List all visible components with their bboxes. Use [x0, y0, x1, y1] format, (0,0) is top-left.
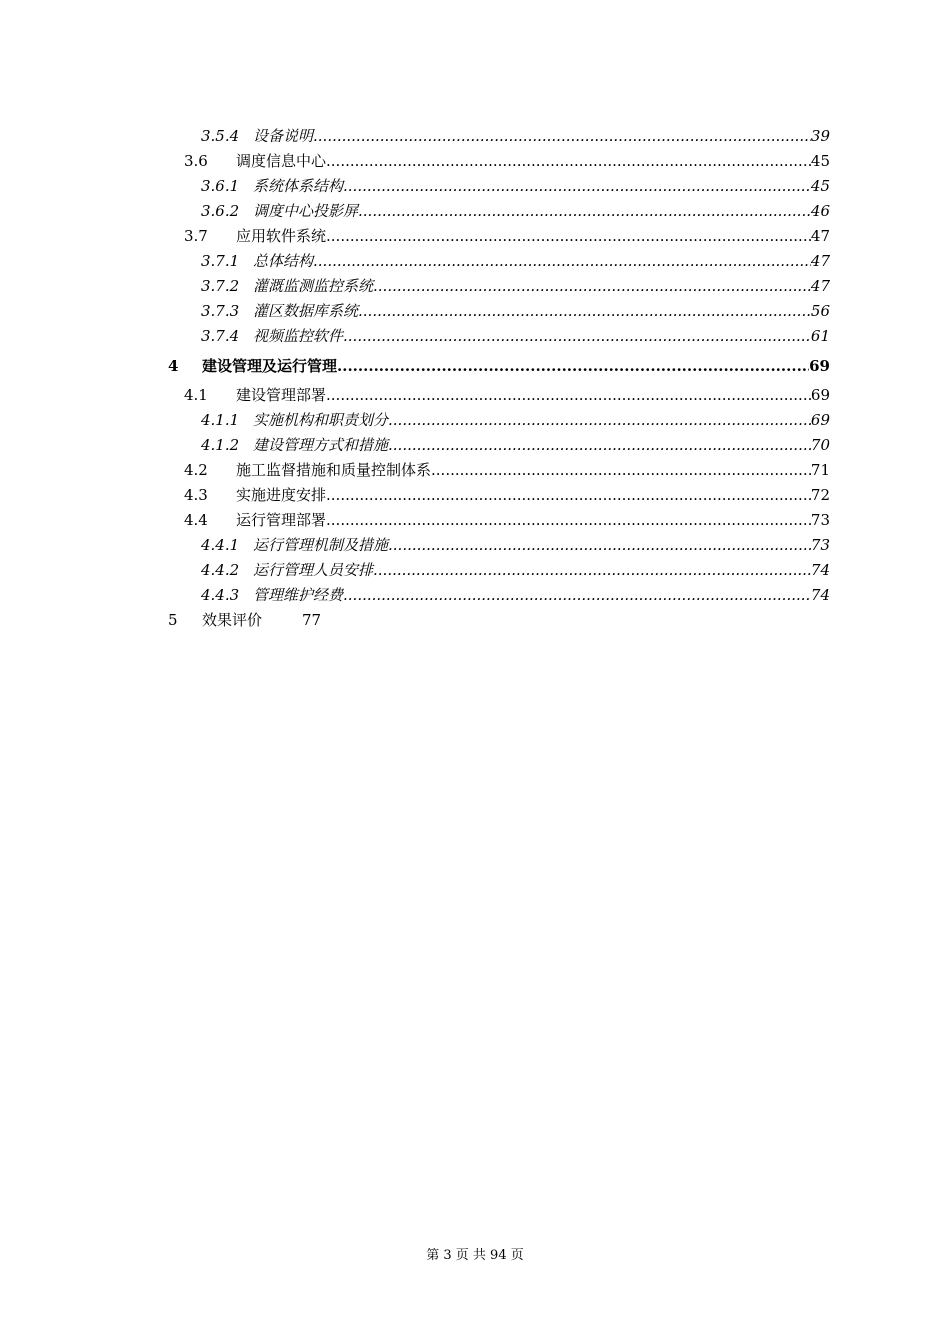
- toc-entry-leader: [253, 174, 830, 199]
- toc-entry[interactable]: [0, 608, 950, 633]
- toc-entry-title: 运行管理部署: [236, 508, 326, 533]
- toc-entry[interactable]: [0, 249, 950, 274]
- toc-entry-number: 5: [168, 611, 178, 629]
- toc-dot-leader: [343, 324, 811, 349]
- toc-dot-leader: [388, 408, 811, 433]
- toc-entry-number: 3.7.1: [201, 252, 240, 270]
- toc-entry-title: 运行管理人员安排: [253, 558, 373, 583]
- toc-entry-page: 56: [810, 302, 830, 320]
- toc-entry-title: 建设管理方式和措施: [253, 433, 388, 458]
- toc-entry-title: 视频监控软件: [253, 324, 343, 349]
- toc-entry-page: 70: [810, 436, 830, 454]
- toc-entry-leader: [236, 458, 830, 483]
- toc-entry[interactable]: [0, 558, 950, 583]
- toc-dot-leader: [313, 124, 811, 149]
- toc-entry-leader: [253, 124, 830, 149]
- toc-entry-leader: [236, 508, 830, 533]
- toc-entry-title: 建设管理及运行管理: [202, 349, 337, 383]
- toc-entry-page: 74: [810, 586, 830, 604]
- toc-entry-title: 实施机构和职责划分: [253, 408, 388, 433]
- toc-entry-title: 总体结构: [253, 249, 313, 274]
- toc-dot-leader: [343, 174, 811, 199]
- toc-entry-title: 灌溉监测监控系统: [253, 274, 373, 299]
- toc-entry-title: 应用软件系统: [236, 224, 326, 249]
- toc-dot-leader: [358, 299, 811, 324]
- toc-entry[interactable]: [0, 483, 950, 508]
- toc-entry-number: 3.7: [184, 227, 208, 245]
- toc-entry-title: 施工监督措施和质量控制体系: [236, 458, 431, 483]
- toc-entry-leader: [202, 349, 830, 383]
- toc-entry-page: 69: [810, 411, 830, 429]
- toc-entry[interactable]: [0, 433, 950, 458]
- toc-entry-title: 建设管理部署: [236, 383, 326, 408]
- toc-entry-number: 3.6: [184, 152, 208, 170]
- toc-entry-title: 调度中心投影屏: [253, 199, 358, 224]
- toc-entry-page: 72: [810, 486, 830, 504]
- toc-dot-leader: [326, 149, 811, 174]
- toc-entry-title: 设备说明: [253, 124, 313, 149]
- toc-entry-number: 3.6.1: [201, 177, 240, 195]
- toc-entry-leader: [253, 324, 830, 349]
- toc-dot-leader: [388, 533, 811, 558]
- toc-entry[interactable]: [0, 508, 950, 533]
- toc-entry-number: 3.7.3: [201, 302, 240, 320]
- toc-entry-leader: [253, 533, 830, 558]
- toc-entry-leader: [236, 383, 830, 408]
- toc-entry-number: 4.1.1: [201, 411, 240, 429]
- toc-entry-title: 系统体系结构: [253, 174, 343, 199]
- toc-entry[interactable]: [0, 224, 950, 249]
- toc-dot-leader: [313, 249, 811, 274]
- toc-entry-page: 46: [810, 202, 830, 220]
- toc-dot-leader: [326, 508, 811, 533]
- toc-entry[interactable]: [0, 583, 950, 608]
- toc-entry-number: 4.4.3: [201, 586, 240, 604]
- toc-entry-title: 效果评价: [202, 611, 263, 629]
- toc-entry-leader: [253, 433, 830, 458]
- toc-entry-number: 4: [168, 357, 179, 375]
- toc-entry-page: 45: [810, 152, 830, 170]
- toc-entry[interactable]: [0, 349, 950, 383]
- toc-dot-leader: [431, 458, 811, 483]
- toc-entry[interactable]: [0, 533, 950, 558]
- toc-entry-title: 管理维护经费: [253, 583, 343, 608]
- toc-entry-leader: [253, 274, 830, 299]
- toc-entry-number: 3.7.4: [201, 327, 240, 345]
- toc-entry-title: 调度信息中心: [236, 149, 326, 174]
- toc-entry[interactable]: [0, 174, 950, 199]
- toc-entry-number: 3.6.2: [201, 202, 240, 220]
- toc-entry-number: 4.4: [184, 511, 208, 529]
- toc-dot-leader: [388, 433, 811, 458]
- toc-entry[interactable]: [0, 124, 950, 149]
- toc-entry-leader: [236, 149, 830, 174]
- toc-entry[interactable]: [0, 149, 950, 174]
- toc-entry-page: 47: [810, 227, 830, 245]
- toc-dot-leader: [343, 583, 811, 608]
- toc-entry-page: 69: [809, 357, 830, 375]
- toc-entry-leader: [236, 483, 830, 508]
- toc-entry[interactable]: [0, 324, 950, 349]
- toc-entry-page: 39: [810, 127, 830, 145]
- toc-entry-page: 61: [810, 327, 830, 345]
- toc-entry[interactable]: [0, 408, 950, 433]
- toc-entry-page: 77: [302, 611, 322, 629]
- toc-entry-leader: [253, 299, 830, 324]
- toc-entry-title: 运行管理机制及措施: [253, 533, 388, 558]
- toc-entry-page: 73: [810, 536, 830, 554]
- toc-entry[interactable]: [0, 199, 950, 224]
- toc-entry-leader: [253, 249, 830, 274]
- toc-dot-leader: [337, 349, 809, 383]
- toc-entry-page: 45: [810, 177, 830, 195]
- toc-entry-number: 4.1: [184, 386, 208, 404]
- toc-entry-number: 4.1.2: [201, 436, 240, 454]
- toc-entry-number: 4.3: [184, 486, 208, 504]
- toc-dot-leader: [358, 199, 811, 224]
- toc-entry[interactable]: [0, 299, 950, 324]
- toc-dot-leader: [326, 224, 811, 249]
- toc-dot-leader: [326, 383, 811, 408]
- toc-entry-leader: [253, 408, 830, 433]
- toc-entry-page: 47: [810, 277, 830, 295]
- toc-entry[interactable]: [0, 383, 950, 408]
- toc-entry-number: 4.2: [184, 461, 208, 479]
- toc-entry-number: 3.7.2: [201, 277, 240, 295]
- toc-entry-title: 实施进度安排: [236, 483, 326, 508]
- table-of-contents: [0, 124, 950, 633]
- toc-entry-leader: [253, 199, 830, 224]
- page-footer: 第 3 页 共 94 页: [426, 1248, 524, 1263]
- toc-entry-number: 4.4.2: [201, 561, 240, 579]
- toc-dot-leader: [373, 274, 811, 299]
- toc-entry-leader: [236, 224, 830, 249]
- toc-entry[interactable]: [0, 274, 950, 299]
- toc-entry-leader: [253, 583, 830, 608]
- toc-entry-page: 69: [810, 386, 830, 404]
- toc-dot-leader: [326, 483, 811, 508]
- toc-entry-title: 灌区数据库系统: [253, 299, 358, 324]
- toc-entry-page: 74: [810, 561, 830, 579]
- toc-entry-page: 71: [810, 461, 830, 479]
- toc-entry-page: 73: [810, 511, 830, 529]
- toc-entry-number: 3.5.4: [201, 127, 240, 145]
- toc-entry-page: 47: [810, 252, 830, 270]
- toc-entry-number: 4.4.1: [201, 536, 240, 554]
- toc-entry-leader: [253, 558, 830, 583]
- toc-entry[interactable]: [0, 458, 950, 483]
- toc-dot-leader: [373, 558, 811, 583]
